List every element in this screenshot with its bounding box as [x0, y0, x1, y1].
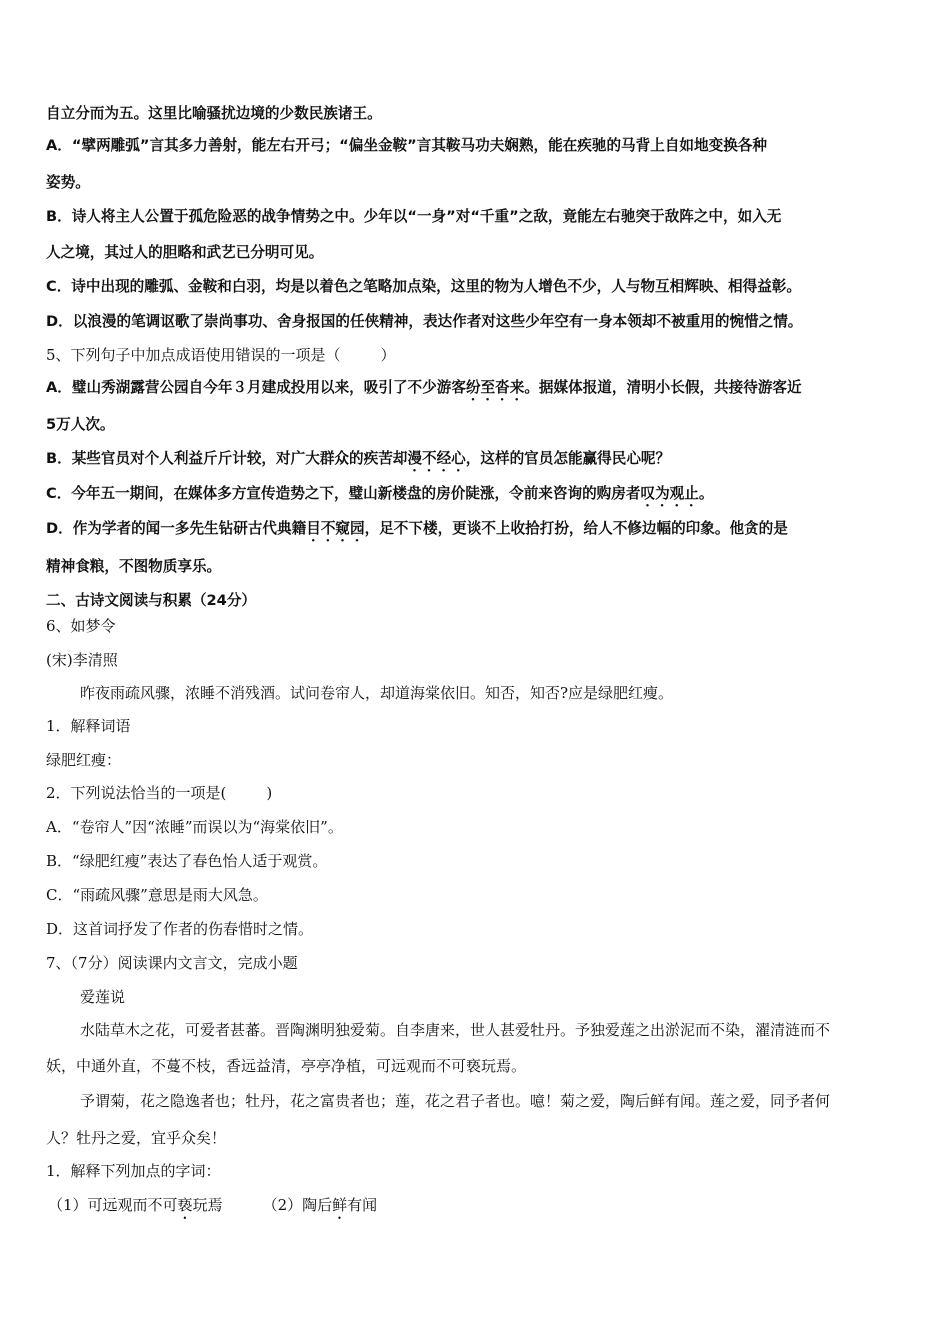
- item-text: 玩焉: [192, 1196, 223, 1214]
- text-line: 绿肥红瘦：: [46, 751, 122, 769]
- sub-question-items: [48, 1195, 377, 1223]
- option-text: D．作为学者的闻一多先生钻研古代典籍: [46, 520, 307, 537]
- item-text: 有闻: [347, 1196, 378, 1214]
- option-c: C．“雨疏风骤”意思是雨大风急。: [46, 886, 268, 904]
- dotted-idiom: 纷至沓来: [465, 379, 525, 396]
- dotted-idiom: 目不窥园: [306, 520, 365, 537]
- dotted-idiom: 漫不经心: [407, 450, 466, 467]
- question-7: 7、（7分）阅读课内文言文，完成小题: [46, 954, 298, 972]
- question-text: ）: [380, 346, 396, 364]
- text-line: 自立分而为五。这里比喻骚扰边境的少数民族诸王。: [46, 105, 382, 122]
- item-text: （1）可远观而不可: [48, 1196, 178, 1214]
- option-text: C．今年五一期间，在媒体多方宣传造势之下，璧山新楼盘的房价陡涨，令前来咨询的购房者: [46, 485, 641, 502]
- option-c: [46, 484, 713, 510]
- option-b: [46, 449, 670, 475]
- sub-question: 1．解释下列加点的字词：: [46, 1162, 221, 1180]
- poem-author: (宋)李清照: [46, 651, 118, 669]
- item-text: （2）陶后: [262, 1196, 333, 1214]
- option-text: A．璧山秀湖露营公园自今年３月建成投用以来，吸引了不少游客: [46, 379, 466, 396]
- sub-question: [46, 783, 272, 803]
- option-d: D．这首词抒发了作者的伤春惜时之情。: [46, 920, 314, 938]
- option-text: 。据媒体报道，清明小长假，共接待游客近: [524, 379, 802, 396]
- option-a: [46, 378, 802, 404]
- option-b: B．“绿肥红瘦”表达了春色怡人适于观赏。: [46, 852, 328, 870]
- passage-text: 水陆草木之花，可爱者甚蕃。晋陶渊明独爱菊。自李唐来，世人甚爱牡丹。予独爱莲之出淤泥而不染，濯清涟而不: [80, 1021, 831, 1039]
- text-line: 人之境，其过人的胆略和武艺已分明可见。: [46, 244, 324, 261]
- passage-text: 人？牡丹之爱，宜乎众矣！: [46, 1129, 227, 1147]
- sub-question: 1．解释词语: [46, 717, 131, 735]
- option-text: 。: [698, 485, 714, 502]
- dotted-idiom: 叹为观止: [640, 485, 699, 502]
- question-text: 2．下列说法恰当的一项是(: [46, 784, 227, 802]
- option-b: B．诗人将主人公置于孤危险恶的战争情势之中。少年以“一身”对“千重”之敌，竟能左右驰突于敌阵之中，如入无: [46, 208, 782, 225]
- option-d: D．以浪漫的笔调讴歌了崇尚事功、舍身报国的任侠精神，表达作者对这些少年空有一身本领却不被重用的惋惜之情。: [46, 313, 803, 330]
- option-text: ，这样的官员怎能赢得民心呢？: [465, 450, 671, 467]
- text-line: 精神食粮，不图物质享乐。: [46, 558, 222, 575]
- dotted-word: 鲜: [332, 1196, 348, 1214]
- option-a: A．“擘两雕弧”言其多力善射，能左右开弓；“偏坐金鞍”言其鞍马功夫娴熟，能在疾驰的马背上自如地变换各种: [46, 137, 767, 154]
- text-line: 5万人次。: [46, 416, 115, 433]
- option-text: ，足不下楼，更谈不上收拾打扮，给人不修边幅的印象。他贪的是: [364, 520, 788, 537]
- question-5: [46, 345, 396, 365]
- text-line: 姿势。: [46, 174, 90, 191]
- question-text: 5、下列句子中加点成语使用错误的一项是（: [46, 346, 341, 364]
- option-d: [46, 519, 788, 545]
- option-a: A．“卷帘人”因“浓睡”而误以为“海棠依旧”。: [46, 818, 343, 836]
- poem-text: 昨夜雨疏风骤，浓睡不消残酒。试问卷帘人，却道海棠依旧。知否，知否?应是绿肥红瘦。: [80, 684, 674, 702]
- question-text: ): [266, 784, 273, 802]
- dotted-word: 亵: [177, 1196, 193, 1214]
- poem-title: 6、如梦令: [46, 617, 116, 635]
- section-heading: 二、古诗文阅读与积累（24分）: [46, 592, 257, 609]
- passage-text: 予谓菊，花之隐逸者也；牡丹，花之富贵者也；莲，花之君子者也。噫！菊之爱，陶后鲜有闻。莲之爱，同予者何: [80, 1092, 831, 1110]
- passage-title: 爱莲说: [80, 988, 126, 1006]
- option-c: C．诗中出现的雕弧、金鞍和白羽，均是以着色之笔略加点染，这里的物为人增色不少，人与物互相辉映、相得益彰。: [46, 278, 801, 295]
- option-text: B．某些官员对个人利益斤斤计较，对广大群众的疾苦却: [46, 450, 408, 467]
- passage-text: 妖，中通外直，不蔓不枝，香远益清，亭亭净植，可远观而不可亵玩焉。: [46, 1057, 527, 1075]
